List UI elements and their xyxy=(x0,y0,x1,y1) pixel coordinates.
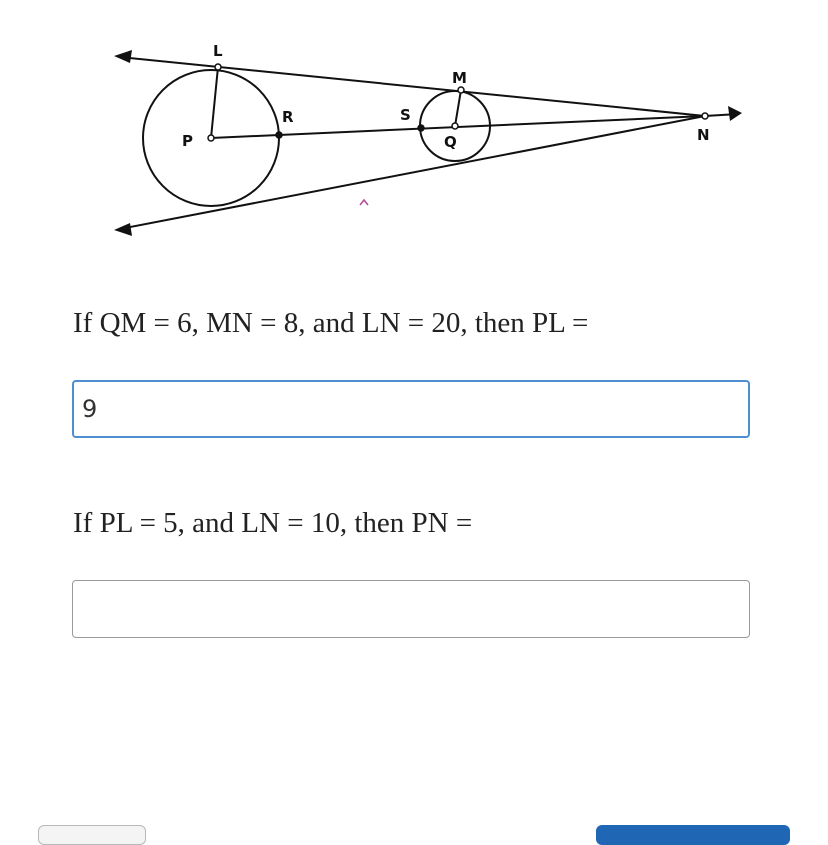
stray-mark xyxy=(360,200,368,205)
point-n xyxy=(702,113,708,119)
answer-2-input[interactable] xyxy=(72,580,750,638)
point-q xyxy=(452,123,458,129)
arrowhead-lower-left xyxy=(114,223,132,236)
label-p: P xyxy=(182,132,193,150)
secondary-button[interactable] xyxy=(38,825,146,845)
question-2-text: If PL = 5, and LN = 10, then PN = xyxy=(73,507,473,539)
point-p xyxy=(208,135,214,141)
label-s: S xyxy=(400,106,411,124)
tangent-circles-diagram xyxy=(0,0,828,260)
point-s xyxy=(418,125,424,131)
label-m: M xyxy=(452,69,467,87)
primary-button[interactable] xyxy=(596,825,790,845)
answer-1-input[interactable] xyxy=(72,380,750,438)
radius-qm xyxy=(455,90,461,126)
lower-tangent-line xyxy=(120,116,705,229)
arrowhead-right xyxy=(728,106,742,121)
point-l xyxy=(215,64,221,70)
point-r xyxy=(276,132,282,138)
label-l: L xyxy=(213,42,223,60)
question-1-text: If QM = 6, MN = 8, and LN = 20, then PL = xyxy=(73,307,589,339)
label-r: R xyxy=(282,108,294,126)
label-n: N xyxy=(697,126,710,144)
arrowhead-upper-left xyxy=(114,50,132,63)
upper-tangent-line xyxy=(120,57,705,116)
radius-pl xyxy=(211,67,218,138)
label-q: Q xyxy=(444,133,457,151)
point-m xyxy=(458,87,464,93)
